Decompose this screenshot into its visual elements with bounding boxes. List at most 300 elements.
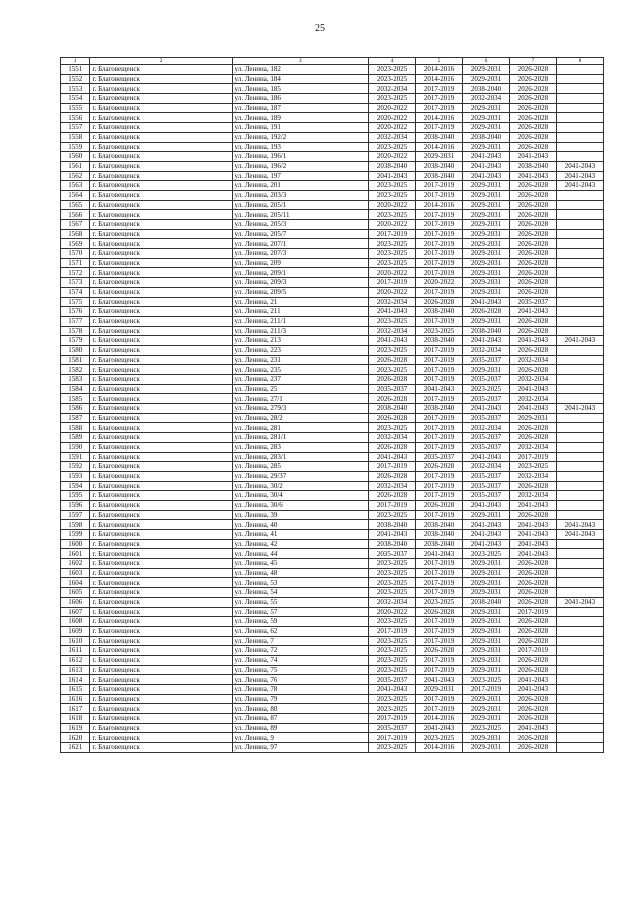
period-cell: 2041-2043 (509, 500, 556, 510)
period-cell: 2038-2040 (369, 520, 416, 530)
period-cell: 2035-2037 (463, 442, 510, 452)
row-number-cell: 1607 (61, 607, 90, 617)
row-number-cell: 1598 (61, 520, 90, 530)
city-cell: г. Благовещенск (90, 375, 232, 385)
column-header: 6 (463, 58, 510, 65)
street-cell: ул. Ленина, 62 (232, 626, 369, 636)
period-cell: 2041-2043 (556, 597, 603, 607)
period-cell: 2014-2016 (416, 714, 463, 724)
period-cell: 2023-2025 (369, 617, 416, 627)
period-cell: 2017-2019 (416, 559, 463, 569)
street-cell: ул. Ленина, 209/3 (232, 278, 369, 288)
period-cell: 2023-2025 (369, 316, 416, 326)
period-cell: 2026-2028 (416, 462, 463, 472)
period-cell: 2026-2028 (509, 578, 556, 588)
period-cell: 2041-2043 (509, 549, 556, 559)
period-cell: 2023-2025 (416, 326, 463, 336)
street-cell: ул. Ленина, 283/1 (232, 452, 369, 462)
period-cell: 2032-2034 (509, 355, 556, 365)
period-cell: 2029-2031 (463, 588, 510, 598)
row-number-cell: 1576 (61, 307, 90, 317)
period-cell: 2017-2019 (416, 123, 463, 133)
street-cell: ул. Ленина, 191 (232, 123, 369, 133)
period-cell: 2035-2037 (369, 549, 416, 559)
period-cell: 2017-2019 (416, 239, 463, 249)
period-cell (556, 714, 603, 724)
city-cell: г. Благовещенск (90, 336, 232, 346)
street-cell: ул. Ленина, 7 (232, 636, 369, 646)
street-cell: ул. Ленина, 281/1 (232, 433, 369, 443)
period-cell: 2017-2019 (416, 365, 463, 375)
street-cell: ул. Ленина, 75 (232, 665, 369, 675)
street-cell: ул. Ленина, 185 (232, 84, 369, 94)
period-cell: 2041-2043 (463, 297, 510, 307)
period-cell (556, 375, 603, 385)
period-cell: 2026-2028 (509, 510, 556, 520)
table-row (61, 568, 604, 578)
street-cell: ул. Ленина, 78 (232, 685, 369, 695)
period-cell: 2029-2031 (463, 190, 510, 200)
period-cell (556, 123, 603, 133)
street-cell: ул. Ленина, 25 (232, 384, 369, 394)
period-cell: 2026-2028 (509, 268, 556, 278)
period-cell: 2029-2031 (463, 559, 510, 569)
street-cell: ул. Ленина, 30/6 (232, 500, 369, 510)
row-number-cell: 1594 (61, 481, 90, 491)
street-cell: ул. Ленина, 55 (232, 597, 369, 607)
period-cell (556, 423, 603, 433)
period-cell: 2026-2028 (509, 74, 556, 84)
period-cell: 2029-2031 (463, 200, 510, 210)
city-cell: г. Благовещенск (90, 646, 232, 656)
period-cell: 2032-2034 (463, 345, 510, 355)
row-number-cell: 1582 (61, 365, 90, 375)
row-number-cell: 1621 (61, 743, 90, 753)
period-cell: 2035-2037 (416, 452, 463, 462)
period-cell: 2023-2025 (369, 210, 416, 220)
street-cell: ул. Ленина, 29/37 (232, 471, 369, 481)
period-cell: 2023-2025 (463, 723, 510, 733)
period-cell: 2017-2019 (416, 103, 463, 113)
row-number-cell: 1616 (61, 694, 90, 704)
period-cell: 2029-2031 (463, 626, 510, 636)
period-cell: 2026-2028 (463, 307, 510, 317)
city-cell: г. Благовещенск (90, 413, 232, 423)
table-row (61, 530, 604, 540)
period-cell: 2038-2040 (416, 520, 463, 530)
street-cell: ул. Ленина, 30/2 (232, 481, 369, 491)
period-cell (556, 704, 603, 714)
row-number-cell: 1605 (61, 588, 90, 598)
street-cell: ул. Ленина, 79 (232, 694, 369, 704)
street-cell: ул. Ленина, 45 (232, 559, 369, 569)
row-number-cell: 1562 (61, 171, 90, 181)
column-header: 2 (90, 58, 232, 65)
table-row (61, 258, 604, 268)
period-cell: 2014-2016 (416, 743, 463, 753)
period-cell: 2023-2025 (369, 743, 416, 753)
street-cell: ул. Ленина, 285 (232, 462, 369, 472)
row-number-cell: 1606 (61, 597, 90, 607)
city-cell: г. Благовещенск (90, 510, 232, 520)
table-row (61, 384, 604, 394)
period-cell: 2023-2025 (369, 636, 416, 646)
street-cell: ул. Ленина, 21 (232, 297, 369, 307)
period-cell: 2020-2022 (416, 278, 463, 288)
period-cell: 2035-2037 (463, 433, 510, 443)
period-cell: 2023-2025 (369, 646, 416, 656)
period-cell: 2023-2025 (509, 462, 556, 472)
period-cell: 2017-2019 (416, 617, 463, 627)
period-cell (556, 142, 603, 152)
period-cell: 2026-2028 (509, 103, 556, 113)
table-row (61, 181, 604, 191)
city-cell: г. Благовещенск (90, 452, 232, 462)
period-cell: 2026-2028 (509, 326, 556, 336)
period-cell: 2029-2031 (463, 510, 510, 520)
period-cell: 2017-2019 (416, 355, 463, 365)
period-cell: 2041-2043 (369, 685, 416, 695)
period-cell: 2014-2016 (416, 65, 463, 75)
period-cell (556, 307, 603, 317)
city-cell: г. Благовещенск (90, 694, 232, 704)
period-cell: 2017-2019 (416, 636, 463, 646)
period-cell (556, 74, 603, 84)
period-cell: 2035-2037 (369, 384, 416, 394)
period-cell (556, 452, 603, 462)
period-cell: 2017-2019 (416, 568, 463, 578)
period-cell: 2020-2022 (369, 607, 416, 617)
street-cell: ул. Ленина, 54 (232, 588, 369, 598)
street-cell: ул. Ленина, 205/1 (232, 200, 369, 210)
table-row (61, 462, 604, 472)
table-row (61, 510, 604, 520)
period-cell: 2035-2037 (369, 723, 416, 733)
table-row (61, 336, 604, 346)
period-cell: 2029-2031 (463, 268, 510, 278)
street-cell: ул. Ленина, 213 (232, 336, 369, 346)
period-cell (556, 65, 603, 75)
row-number-cell: 1554 (61, 94, 90, 104)
column-header: 1 (61, 58, 90, 65)
city-cell: г. Благовещенск (90, 404, 232, 414)
street-cell: ул. Ленина, 187 (232, 103, 369, 113)
period-cell: 2023-2025 (369, 655, 416, 665)
row-number-cell: 1614 (61, 675, 90, 685)
period-cell: 2017-2019 (416, 258, 463, 268)
period-cell: 2023-2025 (369, 258, 416, 268)
period-cell (556, 559, 603, 569)
period-cell: 2017-2019 (369, 714, 416, 724)
period-cell (556, 655, 603, 665)
period-cell: 2029-2031 (463, 181, 510, 191)
period-cell: 2017-2019 (416, 84, 463, 94)
period-cell: 2041-2043 (463, 161, 510, 171)
row-number-cell: 1579 (61, 336, 90, 346)
street-cell: ул. Ленина, 48 (232, 568, 369, 578)
table-row (61, 307, 604, 317)
period-cell: 2032-2034 (369, 132, 416, 142)
period-cell: 2029-2031 (463, 617, 510, 627)
city-cell: г. Благовещенск (90, 549, 232, 559)
period-cell (556, 229, 603, 239)
period-cell: 2017-2019 (416, 694, 463, 704)
period-cell: 2020-2022 (369, 268, 416, 278)
period-cell: 2026-2028 (509, 287, 556, 297)
header-row (61, 58, 604, 65)
period-cell: 2017-2019 (416, 481, 463, 491)
period-cell: 2017-2019 (509, 607, 556, 617)
period-cell (556, 568, 603, 578)
period-cell: 2026-2028 (509, 94, 556, 104)
period-cell: 2026-2028 (416, 607, 463, 617)
period-cell: 2023-2025 (463, 675, 510, 685)
city-cell: г. Благовещенск (90, 365, 232, 375)
period-cell: 2023-2025 (369, 510, 416, 520)
period-cell: 2026-2028 (509, 239, 556, 249)
period-cell: 2041-2043 (416, 723, 463, 733)
street-cell: ул. Ленина, 197 (232, 171, 369, 181)
city-cell: г. Благовещенск (90, 588, 232, 598)
table-row (61, 94, 604, 104)
period-cell: 2017-2019 (369, 733, 416, 743)
period-cell: 2026-2028 (509, 181, 556, 191)
period-cell: 2029-2031 (463, 103, 510, 113)
period-cell: 2029-2031 (463, 655, 510, 665)
period-cell: 2029-2031 (463, 607, 510, 617)
period-cell (556, 239, 603, 249)
period-cell (556, 297, 603, 307)
row-number-cell: 1619 (61, 723, 90, 733)
period-cell: 2032-2034 (369, 481, 416, 491)
period-cell (556, 694, 603, 704)
row-number-cell: 1617 (61, 704, 90, 714)
row-number-cell: 1610 (61, 636, 90, 646)
period-cell: 2017-2019 (416, 413, 463, 423)
row-number-cell: 1611 (61, 646, 90, 656)
table-row (61, 520, 604, 530)
period-cell: 2038-2040 (416, 336, 463, 346)
street-cell: ул. Ленина, 203/3 (232, 190, 369, 200)
city-cell: г. Благовещенск (90, 278, 232, 288)
table-row (61, 685, 604, 695)
row-number-cell: 1580 (61, 345, 90, 355)
page-number: 25 (315, 23, 325, 34)
row-number-cell: 1595 (61, 491, 90, 501)
period-cell: 2017-2019 (416, 316, 463, 326)
city-cell: г. Благовещенск (90, 491, 232, 501)
period-cell: 2026-2028 (509, 123, 556, 133)
street-cell: ул. Ленина, 40 (232, 520, 369, 530)
row-number-cell: 1560 (61, 152, 90, 162)
row-number-cell: 1572 (61, 268, 90, 278)
city-cell: г. Благовещенск (90, 355, 232, 365)
period-cell: 2023-2025 (369, 665, 416, 675)
period-cell: 2029-2031 (463, 287, 510, 297)
city-cell: г. Благовещенск (90, 171, 232, 181)
row-number-cell: 1574 (61, 287, 90, 297)
period-cell: 2041-2043 (463, 520, 510, 530)
period-cell: 2038-2040 (463, 597, 510, 607)
row-number-cell: 1569 (61, 239, 90, 249)
period-cell (556, 636, 603, 646)
table-row (61, 152, 604, 162)
period-cell (556, 491, 603, 501)
period-cell (556, 278, 603, 288)
street-cell: ул. Ленина, 72 (232, 646, 369, 656)
street-cell: ул. Ленина, 57 (232, 607, 369, 617)
period-cell: 2017-2019 (416, 442, 463, 452)
street-cell: ул. Ленина, 279/3 (232, 404, 369, 414)
city-cell: г. Благовещенск (90, 500, 232, 510)
table-row (61, 268, 604, 278)
period-cell: 2041-2043 (509, 404, 556, 414)
period-cell: 2023-2025 (463, 384, 510, 394)
row-number-cell: 1603 (61, 568, 90, 578)
period-cell: 2017-2019 (416, 471, 463, 481)
period-cell: 2026-2028 (509, 655, 556, 665)
period-cell (556, 539, 603, 549)
period-cell: 2017-2019 (369, 278, 416, 288)
city-cell: г. Благовещенск (90, 733, 232, 743)
period-cell: 2026-2028 (509, 433, 556, 443)
table-row (61, 675, 604, 685)
period-cell (556, 84, 603, 94)
period-cell: 2023-2025 (369, 345, 416, 355)
period-cell (556, 200, 603, 210)
period-cell: 2017-2019 (416, 268, 463, 278)
city-cell: г. Благовещенск (90, 433, 232, 443)
period-cell (556, 462, 603, 472)
period-cell: 2032-2034 (509, 375, 556, 385)
period-cell: 2029-2031 (416, 685, 463, 695)
period-cell: 2041-2043 (369, 452, 416, 462)
city-cell: г. Благовещенск (90, 471, 232, 481)
period-cell: 2020-2022 (369, 220, 416, 230)
period-cell: 2026-2028 (509, 113, 556, 123)
street-cell: ул. Ленина, 209/5 (232, 287, 369, 297)
period-cell: 2035-2037 (463, 481, 510, 491)
city-cell: г. Благовещенск (90, 568, 232, 578)
period-cell: 2017-2019 (463, 685, 510, 695)
period-cell: 2029-2031 (463, 74, 510, 84)
street-cell: ул. Ленина, 59 (232, 617, 369, 627)
table-row (61, 626, 604, 636)
row-number-cell: 1584 (61, 384, 90, 394)
table-row (61, 655, 604, 665)
street-cell: ул. Ленина, 207/1 (232, 239, 369, 249)
period-cell: 2038-2040 (369, 161, 416, 171)
table-row (61, 375, 604, 385)
period-cell: 2026-2028 (416, 500, 463, 510)
city-cell: г. Благовещенск (90, 132, 232, 142)
period-cell: 2026-2028 (509, 258, 556, 268)
period-cell: 2023-2025 (369, 239, 416, 249)
period-cell: 2023-2025 (369, 588, 416, 598)
period-cell: 2029-2031 (463, 743, 510, 753)
period-cell (556, 607, 603, 617)
table-row (61, 229, 604, 239)
period-cell: 2041-2043 (369, 171, 416, 181)
street-cell: ул. Ленина, 184 (232, 74, 369, 84)
period-cell: 2017-2019 (416, 287, 463, 297)
city-cell: г. Благовещенск (90, 307, 232, 317)
period-cell: 2017-2019 (416, 491, 463, 501)
row-number-cell: 1602 (61, 559, 90, 569)
column-header: 5 (416, 58, 463, 65)
row-number-cell: 1608 (61, 617, 90, 627)
period-cell: 2014-2016 (416, 113, 463, 123)
street-cell: ул. Ленина, 201 (232, 181, 369, 191)
row-number-cell: 1592 (61, 462, 90, 472)
row-number-cell: 1578 (61, 326, 90, 336)
period-cell: 2026-2028 (509, 278, 556, 288)
period-cell: 2023-2025 (369, 365, 416, 375)
city-cell: г. Благовещенск (90, 210, 232, 220)
street-cell: ул. Ленина, 211/3 (232, 326, 369, 336)
period-cell: 2041-2043 (463, 500, 510, 510)
row-number-cell: 1593 (61, 471, 90, 481)
period-cell: 2026-2028 (509, 200, 556, 210)
period-cell: 2023-2025 (369, 694, 416, 704)
period-cell (556, 617, 603, 627)
row-number-cell: 1620 (61, 733, 90, 743)
period-cell: 2026-2028 (369, 375, 416, 385)
city-cell: г. Благовещенск (90, 597, 232, 607)
table-row (61, 161, 604, 171)
street-cell: ул. Ленина, 186 (232, 94, 369, 104)
row-number-cell: 1577 (61, 316, 90, 326)
period-cell: 2026-2028 (509, 365, 556, 375)
period-cell: 2026-2028 (509, 65, 556, 75)
table-row (61, 452, 604, 462)
period-cell: 2026-2028 (509, 636, 556, 646)
period-cell: 2041-2043 (509, 530, 556, 540)
period-cell: 2041-2043 (369, 307, 416, 317)
period-cell: 2041-2043 (509, 384, 556, 394)
period-cell: 2026-2028 (416, 297, 463, 307)
period-cell (556, 481, 603, 491)
table-row (61, 694, 604, 704)
period-cell: 2035-2037 (463, 355, 510, 365)
period-cell: 2020-2022 (369, 103, 416, 113)
period-cell: 2041-2043 (556, 171, 603, 181)
period-cell: 2017-2019 (416, 626, 463, 636)
period-cell: 2026-2028 (369, 413, 416, 423)
table-row (61, 142, 604, 152)
column-header: 3 (232, 58, 369, 65)
period-cell: 2032-2034 (369, 297, 416, 307)
street-cell: ул. Ленина, 9 (232, 733, 369, 743)
table-row (61, 297, 604, 307)
period-cell: 2029-2031 (463, 694, 510, 704)
row-number-cell: 1561 (61, 161, 90, 171)
period-cell: 2017-2019 (416, 704, 463, 714)
period-cell: 2029-2031 (463, 278, 510, 288)
street-cell: ул. Ленина, 211/1 (232, 316, 369, 326)
period-cell: 2023-2025 (369, 181, 416, 191)
period-cell: 2029-2031 (463, 665, 510, 675)
period-cell: 2035-2037 (463, 375, 510, 385)
street-cell: ул. Ленина, 42 (232, 539, 369, 549)
street-cell: ул. Ленина, 193 (232, 142, 369, 152)
row-number-cell: 1599 (61, 530, 90, 540)
period-cell: 2029-2031 (463, 220, 510, 230)
period-cell: 2017-2019 (509, 646, 556, 656)
period-cell: 2023-2025 (369, 423, 416, 433)
table-row (61, 723, 604, 733)
table-row (61, 287, 604, 297)
